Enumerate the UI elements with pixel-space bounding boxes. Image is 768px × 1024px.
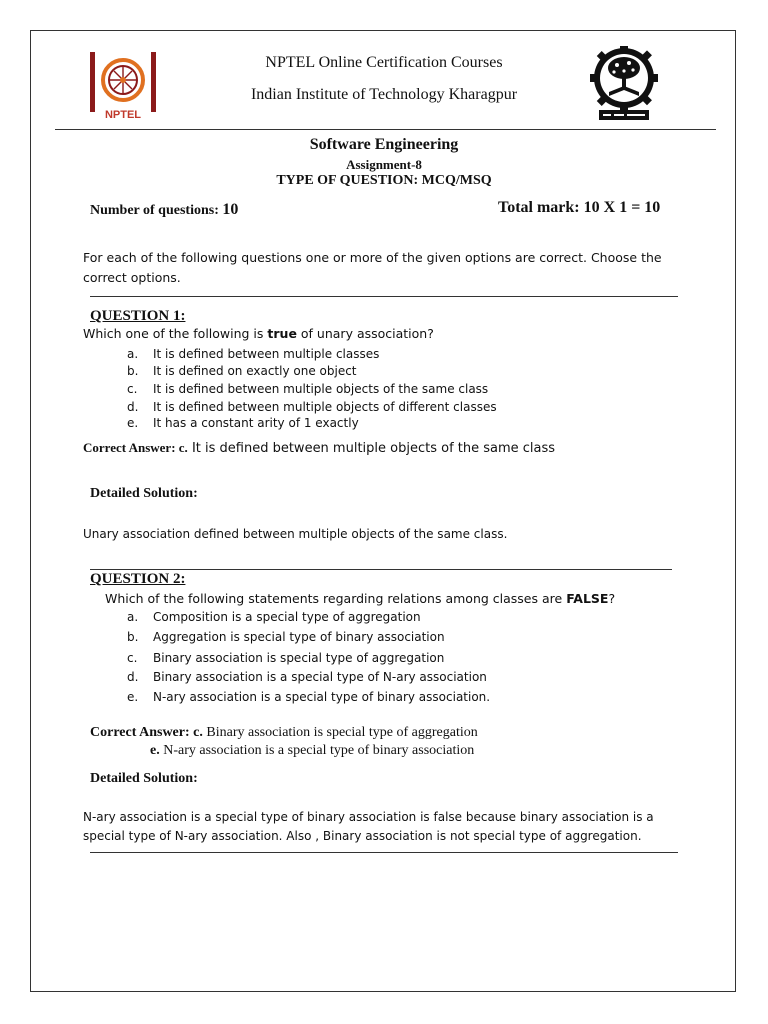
question-1-stem [83, 326, 434, 341]
question-1-option [127, 382, 488, 396]
option-text: Aggregation is special type of binary association [153, 630, 445, 644]
question-type: TYPE OF QUESTION: MCQ/MSQ [276, 173, 492, 188]
option-text: N-ary association is a special type of binary association. [153, 690, 491, 704]
question-2-stem [105, 591, 615, 606]
option-letter: a. [127, 610, 139, 624]
correct-answer-2-text: N-ary association is a special type of binary association [159, 743, 475, 758]
question-2-option [127, 651, 444, 665]
number-of-questions-label: Number of questions [90, 203, 215, 218]
number-of-questions: Number of questions: 10 [90, 201, 239, 218]
question-2-divider [90, 569, 672, 570]
correct-answer-text: It is defined between multiple objects of the same class [187, 441, 556, 456]
question-2-stem-bold: FALSE [566, 591, 609, 606]
option-letter: e. [127, 416, 139, 430]
question-1-option [127, 416, 359, 430]
correct-answer-text: Binary association is special type of aggregation [202, 725, 478, 740]
question-2-option [127, 690, 490, 704]
correct-answer-2-label: e. [150, 743, 160, 758]
question-1-heading: QUESTION 1: [90, 308, 186, 324]
option-letter: c. [127, 382, 138, 396]
option-text: Composition is a special type of aggregation [153, 610, 421, 624]
question-2-heading: QUESTION 2: [90, 571, 186, 587]
correct-answer-label: Correct Answer: c. [83, 440, 188, 455]
option-text: It is defined on exactly one object [153, 364, 357, 378]
assignment-label: Assignment-8 [346, 157, 422, 172]
option-text: Binary association is a special type of N-ary association [153, 670, 487, 684]
header-line-1: NPTEL Online Certification Courses [265, 54, 503, 71]
question-1-correct-answer [83, 440, 555, 456]
option-letter: b. [127, 364, 139, 378]
option-letter: e. [127, 690, 139, 704]
nptel-logo-text: NPTEL [104, 109, 142, 121]
option-letter: c. [127, 651, 138, 665]
option-text: It has a constant arity of 1 exactly [153, 416, 359, 430]
question-1-option [127, 400, 497, 414]
question-2-option [127, 670, 487, 684]
question-1-stem-post: of unary association? [296, 326, 434, 341]
option-text: It is defined between multiple classes [153, 347, 380, 361]
question-2-solution-heading: Detailed Solution: [90, 771, 198, 786]
question-1-stem-pre: Which one of the following is [83, 326, 268, 341]
number-of-questions-value: 10 [222, 201, 239, 218]
question-2-stem-pre: Which of the following statements regarding relations among classes are [105, 591, 567, 606]
question-1-solution-text: Unary association defined between multiple objects of the same class. [83, 527, 508, 541]
question-1-option [127, 364, 357, 378]
option-text: Binary association is special type of aggregation [153, 651, 445, 665]
question-2-stem-post: ? [608, 591, 616, 606]
question-2-end-divider [90, 852, 678, 853]
question-1-stem-bold: true [267, 326, 297, 341]
question-2-correct-answer [90, 725, 478, 741]
total-mark: Total mark: 10 X 1 = 10 [498, 199, 661, 216]
option-letter: d. [127, 400, 139, 414]
instructions: For each of the following questions one or more of the given options are correct. Choose the correct options. [83, 250, 662, 285]
option-letter: b. [127, 630, 139, 644]
option-letter: d. [127, 670, 139, 684]
document-title: Software Engineering [309, 136, 459, 153]
question-2-correct-answer-2 [150, 743, 474, 759]
instructions-divider [90, 296, 678, 297]
question-1-solution-heading: Detailed Solution: [90, 486, 198, 501]
option-text: It is defined between multiple objects of the same class [153, 382, 489, 396]
header-line-2: Indian Institute of Technology Kharagpur [250, 86, 518, 103]
question-2-option [127, 610, 421, 624]
option-letter: a. [127, 347, 139, 361]
question-2-solution-text: N-ary association is a special type of binary association is false because binary association is a special type of N-ary association. Also , Binary association is not special type of aggregation. [83, 810, 654, 843]
correct-answer-label: Correct Answer: c. [90, 725, 203, 740]
option-text: It is defined between multiple objects of different classes [153, 400, 497, 414]
header-divider [55, 129, 716, 130]
question-1-option [127, 347, 379, 361]
question-2-option [127, 630, 445, 644]
